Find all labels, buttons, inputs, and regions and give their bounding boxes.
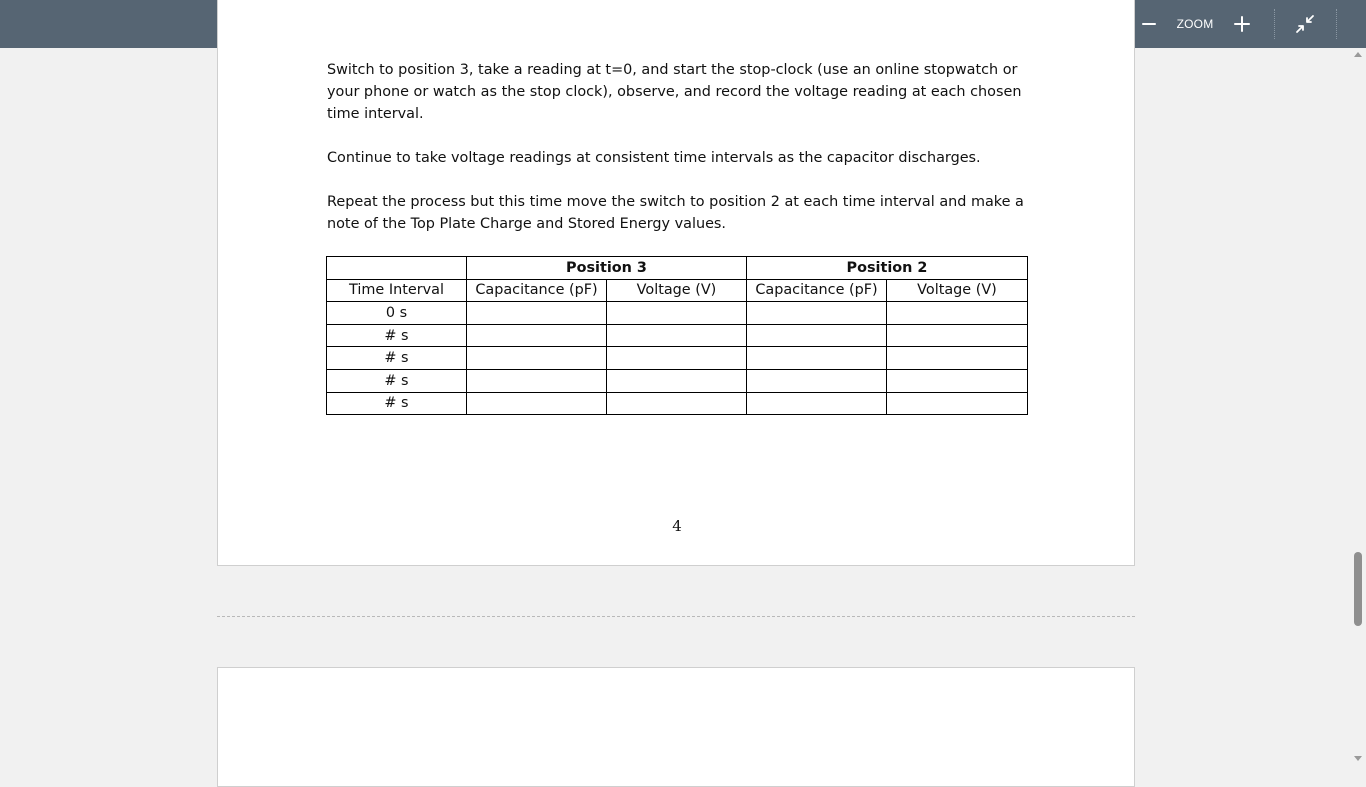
- time-interval-cell: # s: [327, 347, 467, 370]
- table-cell: [607, 324, 747, 347]
- instruction-paragraph: Switch to position 3, take a reading at t=0, and start the stop-clock (use an online stopwatch or your phone or watch as the stop clock), observe, and record the voltage reading at each chosen time interval.: [327, 62, 1022, 122]
- scrollbar-thumb[interactable]: [1354, 552, 1362, 626]
- table-cell: [887, 324, 1028, 347]
- scroll-down-arrow-icon[interactable]: [1354, 756, 1362, 761]
- scroll-up-arrow-icon[interactable]: [1354, 52, 1362, 57]
- table-cell: [887, 347, 1028, 370]
- table-column-header-row: [327, 279, 1028, 302]
- zoom-in-button[interactable]: [1231, 0, 1253, 48]
- table-row: [327, 369, 1028, 392]
- time-interval-cell: # s: [327, 324, 467, 347]
- group-header-position-2: Position 2: [747, 257, 1028, 280]
- table-cell: [747, 324, 887, 347]
- exit-fullscreen-button[interactable]: [1292, 0, 1318, 48]
- table-row: [327, 324, 1028, 347]
- table-cell: [467, 369, 607, 392]
- time-interval-cell: # s: [327, 369, 467, 392]
- table-cell: [607, 369, 747, 392]
- table-cell: [467, 347, 607, 370]
- zoom-out-button[interactable]: [1138, 0, 1160, 48]
- table-cell: [467, 392, 607, 415]
- table-cell: [747, 347, 887, 370]
- readings-table: [326, 256, 1028, 415]
- table-cell: [747, 392, 887, 415]
- minus-icon: [1141, 16, 1157, 32]
- table-cell: [887, 369, 1028, 392]
- table-cell: [607, 302, 747, 325]
- page-number: 4: [672, 517, 682, 535]
- group-header-position-3: Position 3: [467, 257, 747, 280]
- column-header: Voltage (V): [887, 279, 1028, 302]
- toolbar-divider: [1336, 9, 1337, 39]
- plus-icon: [1233, 15, 1251, 33]
- time-interval-cell: # s: [327, 392, 467, 415]
- document-page: [217, 0, 1135, 566]
- toolbar-divider: [1274, 9, 1275, 39]
- column-header: Time Interval: [327, 279, 467, 302]
- table-cell: [887, 302, 1028, 325]
- instruction-paragraph: Repeat the process but this time move the switch to position 2 at each time interval and make a note of the Top Plate Charge and Stored Energy values.: [327, 194, 1024, 232]
- column-header: Capacitance (pF): [747, 279, 887, 302]
- table-cell: [467, 302, 607, 325]
- table-row: [327, 302, 1028, 325]
- column-header: Capacitance (pF): [467, 279, 607, 302]
- table-cell: [747, 369, 887, 392]
- table-row: [327, 392, 1028, 415]
- vertical-scrollbar[interactable]: [1350, 48, 1366, 768]
- time-interval-cell: 0 s: [327, 302, 467, 325]
- column-header: Voltage (V): [607, 279, 747, 302]
- table-cell: [887, 392, 1028, 415]
- table-row: [327, 347, 1028, 370]
- table-cell: [747, 302, 887, 325]
- table-cell: [467, 324, 607, 347]
- zoom-label: ZOOM: [1176, 17, 1214, 31]
- page-divider: [217, 616, 1135, 617]
- table-empty-header: [327, 257, 467, 280]
- document-page-next: [217, 667, 1135, 787]
- instruction-paragraph: Continue to take voltage readings at consistent time intervals as the capacitor discharges.: [327, 150, 981, 166]
- collapse-icon: [1295, 14, 1315, 34]
- table-group-header-row: [327, 257, 1028, 280]
- table-cell: [607, 347, 747, 370]
- table-cell: [607, 392, 747, 415]
